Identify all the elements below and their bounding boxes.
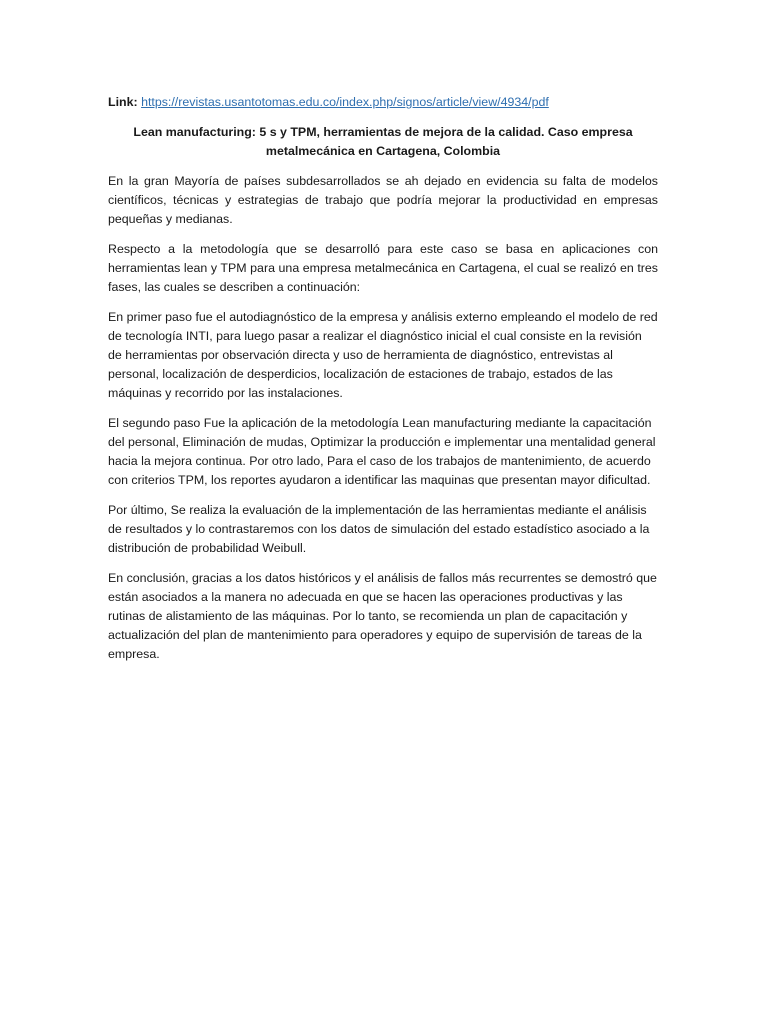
paragraph-intro: En la gran Mayoría de países subdesarrollados se ah dejado en evidencia su falta de modelos científicos, técnicas y estrategias de trabajo que podría mejorar la productividad en empresas pequeñas y medianas. <box>108 174 658 226</box>
paragraph-step-three: Por último, Se realiza la evaluación de la implementación de las herramientas mediante el análisis de resultados y lo contrastaremos con los datos de simulación del estado estadístico asociado a la distribución de probabilidad Weibull. <box>108 503 650 555</box>
paragraph-step-one: En primer paso fue el autodiagnóstico de la empresa y análisis externo empleando el modelo de red de tecnología INTI, para luego pasar a realizar el diagnóstico inicial el cual consiste en la revisión de herramientas por observación directa y uso de herramienta de diagnóstico, entrevistas al personal, localización de desperdicios, localización de estaciones de trabajo, estados de las máquinas y recorrido por las instalaciones. <box>108 310 658 400</box>
article-link[interactable]: https://revistas.usantotomas.edu.co/index.php/signos/article/view/4934/pdf <box>141 95 549 109</box>
link-label: Link: <box>108 95 138 109</box>
document-title: Lean manufacturing: 5 s y TPM, herramientas de mejora de la calidad. Caso empresa metalmecánica en Cartagena, Colombia <box>133 125 633 158</box>
paragraph-step-two: El segundo paso Fue la aplicación de la metodología Lean manufacturing mediante la capacitación del personal, Eliminación de mudas, Optimizar la producción e implementar una mentalidad general hacia la mejora continua. Por otro lado, Para el caso de los trabajos de mantenimiento, de acuerdo con criterios TPM, los reportes ayudaron a identificar las maquinas que presentan mayor dificultad. <box>108 416 656 487</box>
paragraph-methodology: Respecto a la metodología que se desarrolló para este caso se basa en aplicaciones con herramientas lean y TPM para una empresa metalmecánica en Cartagena, el cual se realizó en tres fases, las cuales se describen a continuación: <box>108 242 658 294</box>
paragraph-conclusion: En conclusión, gracias a los datos históricos y el análisis de fallos más recurrentes se demostró que están asociados a la manera no adecuada en que se hacen las operaciones productivas y las rutinas de alistamiento de las máquinas. Por lo tanto, se recomienda un plan de capacitación y actualización del plan de mantenimiento para operadores y equipo de supervisión de tareas de la empresa. <box>108 571 657 661</box>
link-line <box>108 93 658 112</box>
